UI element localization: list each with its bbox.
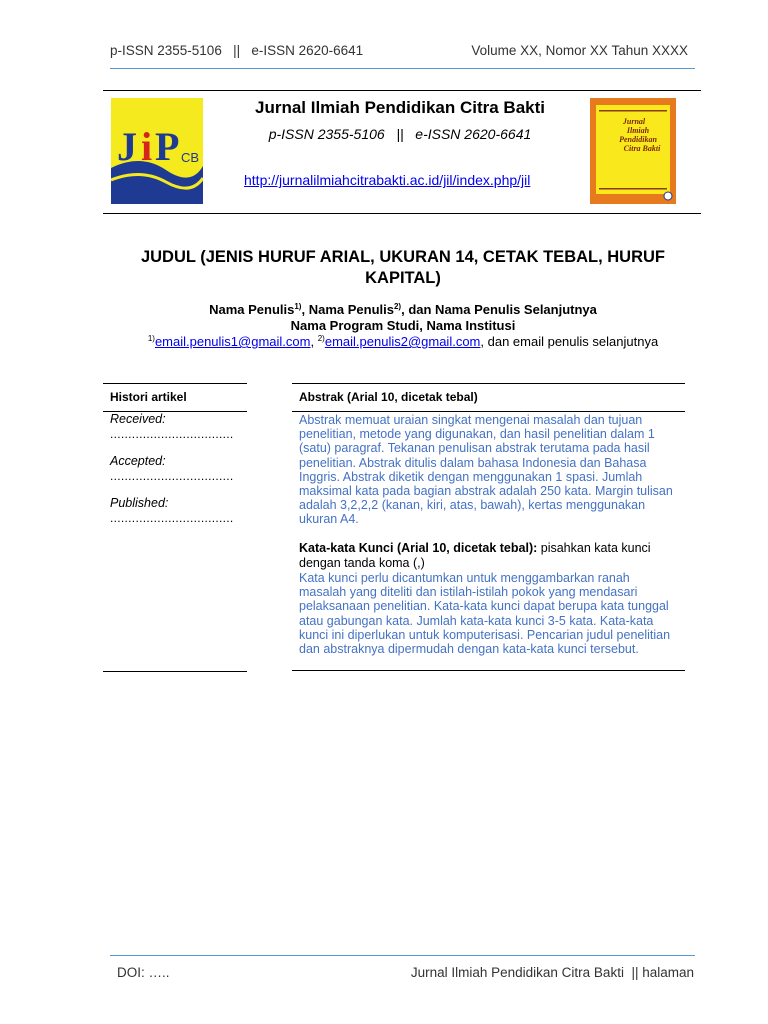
masthead-bottom-rule [103,213,701,214]
published-label: Published: [110,496,169,510]
abstract-bottom-rule [292,670,685,671]
keywords-instruction: pisahkan kata kunci dengan tanda koma (,) [299,541,651,570]
header-rule [110,68,695,69]
history-bottom-rule [103,671,247,672]
footer-rule [110,955,695,956]
author-affiliation-mark: 1) [294,302,302,311]
journal-issn: p-ISSN 2355-5106 || e-ISSN 2620-6641 [268,126,532,142]
email-line: $^{1)}$email.penulis1@gmail.com, $^{2)}$email.penulis2@gmail.com, dan email penulis selanjutnya [147,334,659,349]
accepted-label: Accepted: [110,454,166,468]
jipcb-logo-icon [111,98,203,204]
keywords-heading [299,541,679,570]
received-label: Received: [110,412,166,426]
svg-text:CB: CB [181,150,200,165]
running-header [110,43,688,61]
history-top-rule [103,383,247,384]
svg-text:Ilmiah: Ilmiah [626,126,650,135]
svg-text:Jurnal: Jurnal [622,117,646,126]
journal-cover-icon [590,98,676,204]
email-rest: , dan email penulis selanjutnya [480,334,659,349]
email-mark: 2) [317,334,325,343]
footer-doi: DOI: ….. [117,965,170,980]
journal-cover [590,98,676,204]
paper-title: JUDUL (JENIS HURUF ARIAL, UKURAN 14, CETAK TEBAL, HURUF KAPITAL) [140,248,666,287]
abstract-heading: Abstrak (Arial 10, dicetak tebal) [299,390,478,404]
journal-title: Jurnal Ilmiah Pendidikan Citra Bakti [254,98,546,117]
footer-journal-page: Jurnal Ilmiah Pendidikan Citra Bakti || halaman [410,965,694,980]
header-issn: p-ISSN 2355-5106 || e-ISSN 2620-6641 [110,43,364,58]
journal-url-link[interactable]: http://jurnalilmiahcitrabakti.ac.id/jil/index.php/jil [244,172,531,188]
abstract-top-rule [292,383,685,384]
author-name: Nama Penulis [308,302,394,317]
accepted-value: .................................. [110,469,234,483]
svg-text:Citra Bakti: Citra Bakti [623,144,661,153]
author-name: Nama Penulis [209,302,295,317]
svg-text:J: J [117,124,137,169]
svg-text:i: i [141,124,153,169]
abstract-text: Abstrak memuat uraian singkat mengenai masalah dan tujuan penelitian, metode yang digunakan, dan hasil penelitian dalam 1 (satu) paragraf. Tekanan penulisan abstrak terutama pada hasil penelitian. Abstrak ditulis dalam bahasa Indonesia dan Bahasa Inggris. Abstrak diketik dengan menggunakan 1 spasi. Jumlah maksimal kata pada bagian abstrak adalah 250 kata. Margin tulisan adalah 3,2,2,2 (kanan, kiri, atas, bawah), kertas menggunakan ukuran A4. [299,413,673,527]
author-rest: , dan Nama Penulis Selanjutnya [401,302,597,317]
email-mark: 1) [147,334,155,343]
header-volume: Volume XX, Nomor XX Tahun XXXX [471,43,688,58]
email-link-1[interactable]: email.penulis1@gmail.com [154,334,311,349]
masthead-top-rule [103,90,701,91]
published-value: .................................. [110,511,234,525]
svg-text:Pendidikan: Pendidikan [619,135,657,144]
institution: Nama Program Studi, Nama Institusi [290,318,516,333]
author-affiliation-mark: 2) [393,302,402,311]
author-line: Nama Penulis$^{1)}$, Nama Penulis$^{2)}$, dan Nama Penulis Selanjutnya [209,302,597,317]
journal-logo [111,98,203,204]
abstract-head-rule [292,411,685,412]
history-heading: Histori artikel [110,390,187,404]
keywords-text: Kata kunci perlu dicantumkan untuk menggambarkan ranah masalah yang diteliti dan istilah-istilah pokok yang mendasari pelaksanaan penelitian. Kata-kata kunci dapat berupa kata tunggal atau gabungan kata. Jumlah kata-kata kunci 3-5 kata. Kata-kata kunci ini diperlukan untuk komputerisasi. Pencarian judul penelitian dan abstraknya dipermudah dengan kata-kata kunci tersebut. [299,571,671,657]
keywords-heading-bold: Kata-kata Kunci (Arial 10, dicetak tebal): [299,541,538,555]
received-value: .................................. [110,427,234,441]
svg-text:P: P [155,124,180,169]
email-link-2[interactable]: email.penulis2@gmail.com [324,334,481,349]
